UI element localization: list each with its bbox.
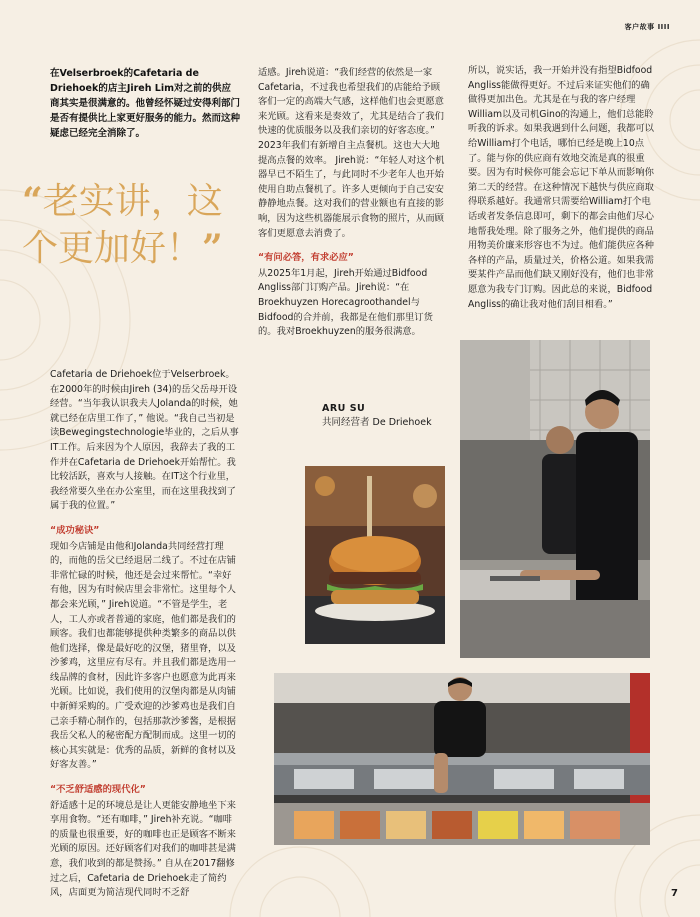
article-column-right	[468, 64, 656, 312]
subheading: “有问必答，有求必应”	[258, 252, 354, 264]
open-quote-mark: “	[22, 180, 43, 222]
body-paragraph: 所以，说实话，我一开始并没有指望Bidfood Angliss能做得更好。不过后来证实他们的确做得更加出色。尤其是在与我的客户经理William以及司机Gino的沟通上，他们总能聆听我的诉求。如果我遇到什么问题，我都可以给William打个电话，哪怕已经是晚上10点了。能与你的供应商有效地交流是真的很重要。因为有时候你可能会忘记下单从而影响你第二天的经营。在这种情况下越快与供应商取得联系越好。我通常只需要给William打个电话或者发条信息即可，剩下的都会由他们尽心地帮我处理。除了服务之外，他们提供的商品用物美价廉来形容也不为过。他们能供应各种各样的产品，质量过关，价格公道。如果我需要某件产品而他们缺又刚好没有，他们也非常愿意为我专门订购。因此总的来说，Bidfood Angliss的确让我对他们刮目相看。”	[468, 65, 654, 310]
article-column-left	[50, 368, 240, 901]
close-quote-mark: ”	[202, 227, 223, 269]
burger-photo	[305, 466, 445, 644]
body-paragraph: 舒适感十足的环境总是让人更能安静地坐下来享用食物。“还有咖啡，” Jireh补充说。“咖啡的质量也很重要，好的咖啡也正是顾客不断来光顾的原因。还好顾客们对我们的咖啡甚是满意，我们收到的都是赞扬。” 自从在2017翻修过之后，Cafetaria de Driehoek走了简约风，店面更为简洁现代同时不乏舒	[50, 799, 236, 899]
pull-quote-text: 老实讲，这个更加好！	[22, 181, 223, 269]
subheading: “成功秘诀”	[50, 524, 100, 536]
byline-role: 共同经营者 De Driehoek	[322, 417, 432, 428]
lead-paragraph: 在Velserbroek的Cafetaria de Driehoek的店主Jireh Lim对之前的供应商其实是很满意的。他曾经怀疑过安得利部门是否有提供比上家更好服务的能力。然而这种疑虑已经完全消除了。	[50, 68, 241, 139]
body-paragraph: 现如今店铺是由他和Jolanda共同经营打理的，而他的岳父已经退居二线了。不过在店铺非常忙碌的时候，他还是会过来帮忙。“幸好有他，因为有时候店里会非常忙。这里每个人都会来光顾，” Jireh说道。“不管是学生，老人，工人亦或者普通的家庭，他们都是我们的顾客。我们也都能够提供种类繁多的商品以供他们选择，像是最好吃的汉堡，猪里脊，以及沙爹鸡，这里应有尽有。并且我们都是选用一线品牌的食材，因此许多客户也愿意为此再来光顾。比如说，我们使用的汉堡肉都是从肉铺中新鲜采购的。广受欢迎的沙爹鸡也是我们自己亲手精心制作的，包括那款沙爹酱，是根据我岳父私人的秘密配方配制而成。这里一切的核心其实就是：优秀的品质，新鲜的食材以及好客友善。”	[50, 540, 236, 771]
photo-byline	[322, 402, 432, 430]
body-paragraph: Cafetaria de Driehoek位于Velserbroek。在2000年的时候由Jireh (34)的岳父岳母开设经营。“当年我认识我夫人Jolanda的时候，她就已经在店里工作了，” 他说。“我自己当初是读Bewegingstechnologie毕业的，之后从事IT工作。后来因为个人原因，我辞去了我的工作并在Cafetaria de Driehoek开始帮忙。我比较活跃，喜欢与人接触。在IT这个行业里，我经常要久坐在办公室里，而在这里我找到了属于我的位置。”	[50, 369, 239, 512]
page-number: 7	[671, 888, 678, 899]
pull-quote	[22, 178, 242, 272]
body-paragraph: 从2025年1月起，Jireh开始通过Bidfood Angliss部门订购产品。Jireh说：“在Broekhuyzen Horecagroothandel与Bidfood的合并前，我都是在他们那里订货的。我对Broekhuyzen的服务很满意。	[258, 267, 433, 338]
kitchen-photo	[460, 340, 650, 658]
counter-photo	[274, 673, 650, 845]
section-tag: 客户故事 IIII	[624, 23, 670, 31]
byline-name: ARU SU	[322, 403, 366, 414]
article-column-middle	[258, 66, 448, 340]
body-paragraph: 适感。Jireh说道：“我们经营的依然是一家Cafetaria，不过我也希望我们的店能给予顾客们一定的高端大气感，这样他们也会更愿意来光顾。这看来是奏效了，尤其是结合了我们快速的优质服务以及我们亲切的好客态度。” 2023年我们有新增自主点餐机。这也大大地提高点餐的效率。 Jireh说：“年轻人对这个机器早已不陌生了，与此同时不少老年人也开始使用自助点餐机了。许多人更倾向于自己安安静静地点餐。这对我们的营业额也有直接的影响，因为这些机器能展示食物的照片，从而顾客们更愿意去消费了。	[258, 67, 445, 239]
subheading: “不乏舒适感的现代化”	[50, 784, 146, 796]
